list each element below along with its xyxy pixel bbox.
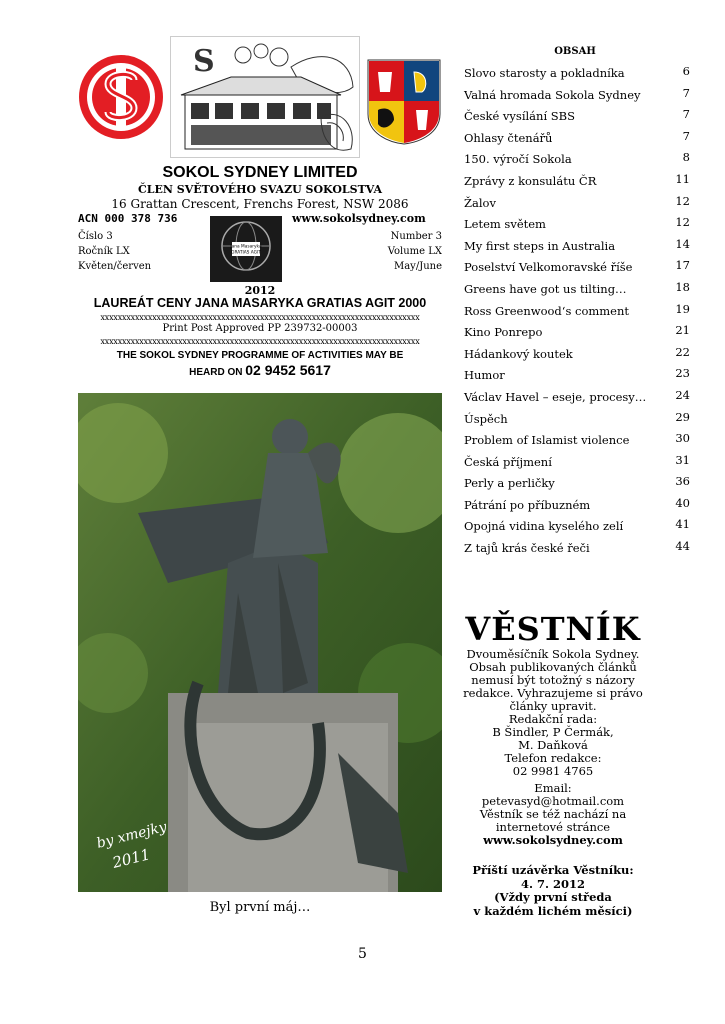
toc-item[interactable] xyxy=(464,256,692,278)
toc-item-title: Greens have got us tilting… xyxy=(464,281,627,296)
toc-item-page: 29 xyxy=(675,409,690,424)
programme-phone: 02 9452 5617 xyxy=(245,362,331,378)
email-address[interactable]: petevasyd@hotmail.com xyxy=(481,794,625,808)
emblem-line2: GRATIAS AGIT xyxy=(231,250,261,256)
svg-text:S: S xyxy=(193,44,215,79)
vestnik-info xyxy=(456,648,650,847)
sokol-logo xyxy=(78,54,164,140)
toc-item-title: My first steps in Australia xyxy=(464,238,616,253)
acn-number: ACN 000 378 736 xyxy=(78,212,178,225)
toc-item[interactable] xyxy=(464,192,692,214)
toc-item[interactable] xyxy=(464,515,692,537)
toc-item-title: Letem světem xyxy=(464,217,546,232)
toc-item[interactable] xyxy=(464,127,692,149)
toc-item-page: 8 xyxy=(682,150,690,165)
toc-item-title: Zprávy z konsulátu ČR xyxy=(464,173,597,188)
statue-photo xyxy=(78,393,442,892)
programme-note xyxy=(78,349,442,380)
toc-item-title: Z tajů krás české řeči xyxy=(464,541,590,556)
toc-item-page: 19 xyxy=(675,301,690,316)
next-deadline-note2: v každém lichém měsíci) xyxy=(473,903,633,918)
toc-item-page: 18 xyxy=(675,279,690,294)
toc-item[interactable] xyxy=(464,472,692,494)
separator-line: xxxxxxxxxxxxxxxxxxxxxxxxxxxxxxxxxxxxxxxxxxxxxxxxxxxxxxxxxxxxxxxxxxxxxxxxxx xyxy=(100,313,420,322)
board-names-2: M. Daňková xyxy=(518,738,588,752)
toc-item-title: Úspěch xyxy=(464,411,508,426)
page-number: 5 xyxy=(358,946,367,962)
issue-cz: Číslo 3 xyxy=(78,231,113,242)
vestnik-web-link[interactable]: www.sokolsydney.com xyxy=(483,833,623,847)
toc-item-page: 12 xyxy=(675,215,690,230)
gratias-agit-emblem xyxy=(210,216,282,282)
toc-item-title: Opojná vidina kyselého zelí xyxy=(464,519,624,534)
toc-item-page: 11 xyxy=(675,171,690,186)
toc-item-title: Česká příjmení xyxy=(464,454,552,469)
year: 2012 xyxy=(244,284,276,297)
toc-item[interactable] xyxy=(464,343,692,365)
toc-item[interactable] xyxy=(464,300,692,322)
toc-heading: OBSAH xyxy=(554,46,596,57)
toc-item-page: 44 xyxy=(675,539,690,554)
toc-item[interactable] xyxy=(464,84,692,106)
toc-item-title: Pátrání po příbuzném xyxy=(464,497,591,512)
web-note: Věstník se též nachází na internetové stránce xyxy=(479,807,627,834)
vestnik-disclaimer: Obsah publikovaných článků nemusí být totožný s názory redakce. Vyhrazujeme si právo články upravit. xyxy=(463,660,643,713)
toc-item[interactable] xyxy=(464,235,692,257)
volume-cz: Ročník LX xyxy=(78,246,130,257)
toc-item-page: 36 xyxy=(675,474,690,489)
months-en: May/June xyxy=(393,261,442,272)
phone-number: 02 9981 4765 xyxy=(512,764,594,778)
toc-item-title: Slovo starosty a pokladníka xyxy=(464,66,625,80)
next-deadline-note1: (Vždy první středa xyxy=(494,890,612,904)
toc-item-page: 14 xyxy=(675,236,690,251)
board-label: Redakční rada: xyxy=(508,712,598,726)
toc-item-title: Valná hromada Sokola Sydney xyxy=(464,87,641,102)
toc-item[interactable] xyxy=(464,62,692,84)
vestnik-title: VĚSTNÍK xyxy=(465,610,641,648)
toc-item-page: 7 xyxy=(682,85,690,100)
emblem-line1: Jana Masaryka xyxy=(230,244,262,250)
toc-item[interactable] xyxy=(464,321,692,343)
org-address: 16 Grattan Crescent, Frenchs Forest, NSW 2086 xyxy=(111,197,409,211)
toc-item[interactable] xyxy=(464,278,692,300)
laureate-line: LAUREÁT CENY JANA MASARYKA GRATIAS AGIT 2000 xyxy=(93,296,427,310)
toc-item-page: 31 xyxy=(675,452,690,467)
next-deadline xyxy=(456,864,650,918)
photo-signature-year: 2011 xyxy=(110,845,153,872)
toc-item-title: 150. výročí Sokola xyxy=(464,152,572,167)
months-cz: Květen/červen xyxy=(78,261,152,272)
table-of-contents xyxy=(464,62,692,559)
toc-item[interactable] xyxy=(464,537,692,559)
toc-item-title: Žalov xyxy=(464,195,496,210)
toc-item-title: Poselství Velkomoravské říše xyxy=(464,260,633,275)
toc-item-title: Václav Havel – eseje, procesy… xyxy=(464,389,647,404)
toc-item-page: 22 xyxy=(675,344,690,359)
org-subtitle: ČLEN SVĚTOVÉHO SVAZU SOKOLSTVA xyxy=(138,183,382,196)
toc-item-title: České vysílání SBS xyxy=(464,109,575,124)
toc-item[interactable] xyxy=(464,429,692,451)
toc-item-title: Kino Ponrepo xyxy=(464,325,543,340)
toc-item-page: 30 xyxy=(675,431,690,446)
board-names-1: B Šindler, P Čermák, xyxy=(492,725,614,739)
toc-item-page: 17 xyxy=(675,258,690,273)
volume-en: Volume LX xyxy=(387,246,442,257)
photo-caption: Byl první máj… xyxy=(209,900,311,915)
toc-item-page: 7 xyxy=(682,128,690,143)
next-deadline-label: Příští uzávěrka Věstníku: xyxy=(472,863,634,877)
toc-item-title: Perly a perličky xyxy=(464,476,555,491)
toc-item[interactable] xyxy=(464,451,692,473)
sokol-building-sketch xyxy=(170,36,360,158)
toc-item-title: Hádankový koutek xyxy=(464,346,573,361)
toc-item-title: Humor xyxy=(464,368,505,383)
issue-en: Number 3 xyxy=(390,231,442,242)
toc-item[interactable] xyxy=(464,213,692,235)
toc-item-page: 40 xyxy=(675,495,690,510)
toc-item[interactable] xyxy=(464,148,692,170)
email-label: Email: xyxy=(534,781,572,795)
phone-label: Telefon redakce: xyxy=(504,751,602,765)
toc-item[interactable] xyxy=(464,386,692,408)
toc-item[interactable] xyxy=(464,494,692,516)
separator-line-2: xxxxxxxxxxxxxxxxxxxxxxxxxxxxxxxxxxxxxxxxxxxxxxxxxxxxxxxxxxxxxxxxxxxxxxxxxx xyxy=(100,337,420,346)
toc-item-page: 41 xyxy=(675,517,690,532)
toc-item-page: 23 xyxy=(675,366,690,381)
toc-item-title: Problem of Islamist violence xyxy=(464,433,630,448)
programme-line1: THE SOKOL SYDNEY PROGRAMME OF ACTIVITIES MAY BE xyxy=(116,350,404,361)
org-title: SOKOL SYDNEY LIMITED xyxy=(162,164,358,181)
toc-item-page: 7 xyxy=(682,107,690,122)
next-deadline-date: 4. 7. 2012 xyxy=(520,876,586,891)
website-link[interactable]: www.sokolsydney.com xyxy=(292,212,426,225)
toc-item-page: 21 xyxy=(675,323,690,338)
toc-item[interactable] xyxy=(464,364,692,386)
toc-item-page: 24 xyxy=(675,387,690,402)
toc-item[interactable] xyxy=(464,170,692,192)
photo-signature: by xmejky xyxy=(95,819,169,852)
programme-line2: HEARD ON xyxy=(189,367,246,378)
vestnik-line1: Dvouměsíčník Sokola Sydney. xyxy=(466,647,640,661)
czech-coat-of-arms xyxy=(366,58,442,146)
toc-item-title: Ohlasy čtenářů xyxy=(464,130,553,145)
print-post: Print Post Approved PP 239732-00003 xyxy=(162,323,358,334)
toc-item[interactable] xyxy=(464,105,692,127)
toc-item-page: 6 xyxy=(682,64,690,78)
toc-item[interactable] xyxy=(464,408,692,430)
toc-item-page: 12 xyxy=(675,193,690,208)
toc-item-title: Ross Greenwood‘s comment xyxy=(464,303,630,318)
